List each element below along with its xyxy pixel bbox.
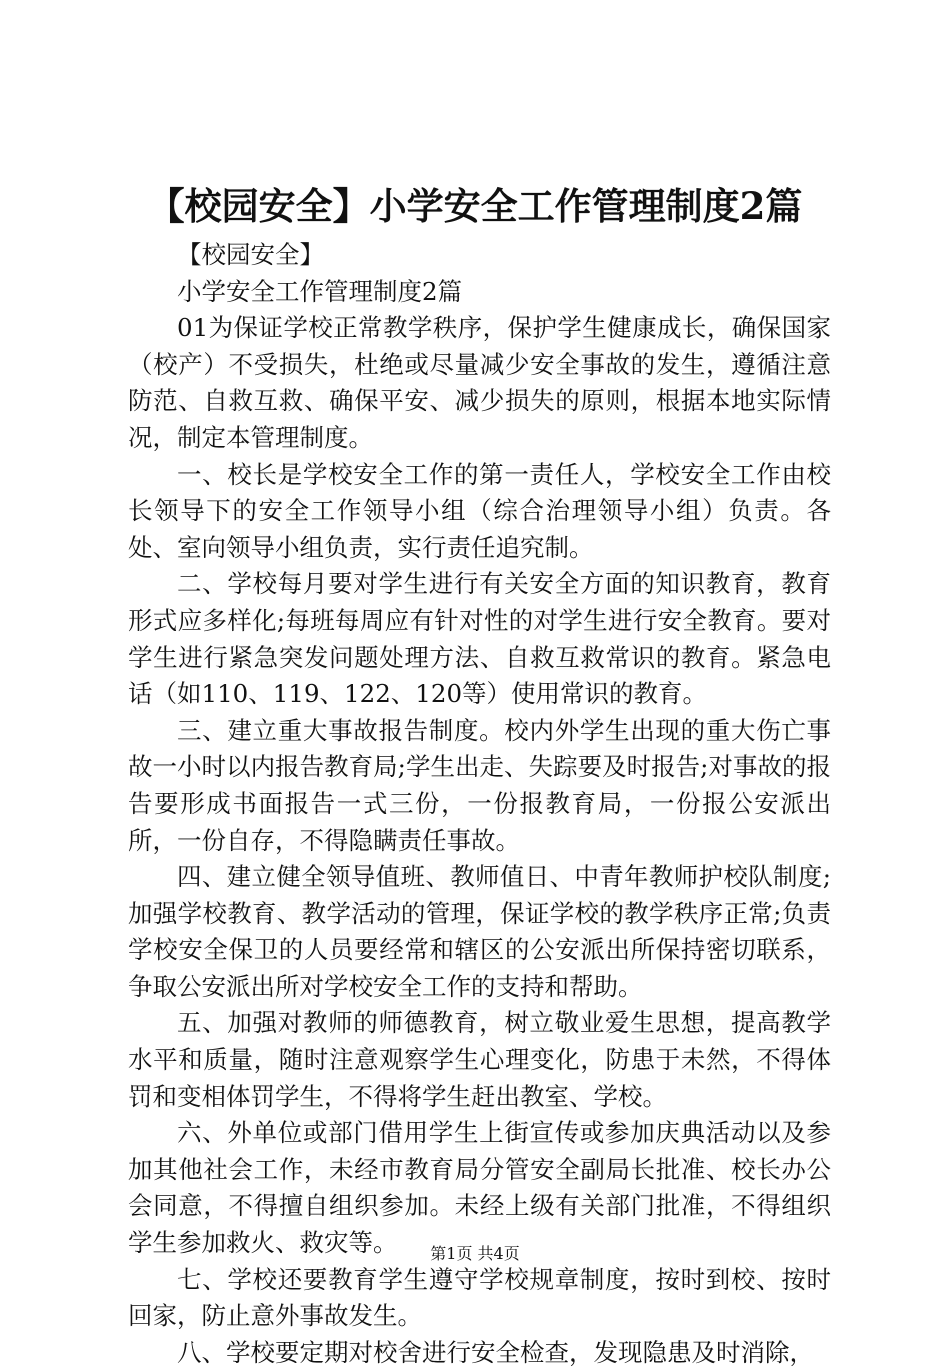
paragraph-item-3: 三、建立重大事故报告制度。校内外学生出现的重大伤亡事故一小时以内报告教育局;学生出走、失踪要及时报告;对事故的报告要形成书面报告一式三份，一份报教育局，一份报公安派出所，一份自存，不得隐瞒责任事故。 [128,715,831,855]
paragraph-item-1: 一、校长是学校安全工作的第一责任人，学校安全工作由校长领导下的安全工作领导小组（综合治理领导小组）负责。各处、室向领导小组负责，实行责任追究制。 [128,459,831,562]
paragraph-subtitle: 小学安全工作管理制度2篇 [177,276,463,306]
page-footer: 第1页 共4页 [430,1244,520,1263]
paragraph-item-6: 六、外单位或部门借用学生上街宣传或参加庆典活动以及参加其他社会工作，未经市教育局分管安全副局长批准、校长办公会同意，不得擅自组织参加。未经上级有关部门批准，不得组织学生参加救火、救灾等。 [128,1118,831,1258]
paragraph-item-7: 七、学校还要教育学生遵守学校规章制度，按时到校、按时回家，防止意外事故发生。 [128,1264,831,1331]
document-title: 【校园安全】小学安全工作管理制度2篇 [147,184,803,228]
paragraph-item-2: 二、学校每月要对学生进行有关安全方面的知识教育，教育形式应多样化;每班每周应有针对性的对学生进行安全教育。要对学生进行紧急突发问题处理方法、自救互救常识的教育。紧急电话（如110、119、122、120等）使用常识的教育。 [128,569,831,709]
paragraph-item-8: 八、学校要定期对校舍进行安全检查，发现隐患及时消除， [177,1337,814,1367]
paragraph-intro: 01为保证学校正常教学秩序，保护学生健康成长，确保国家（校产）不受损失，杜绝或尽量减少安全事故的发生，遵循注意防范、自救互救、确保平安、减少损失的原则，根据本地实际情况，制定本管理制度。 [128,313,831,452]
paragraph-item-5: 五、加强对教师的师德教育，树立敬业爱生思想，提高教学水平和质量，随时注意观察学生心理变化，防患于未然，不得体罚和变相体罚学生，不得将学生赶出教室、学校。 [128,1008,831,1111]
paragraph-item-4: 四、建立健全领导值班、教师值日、中青年教师护校队制度;加强学校教育、教学活动的管理，保证学校的教学秩序正常;负责学校安全保卫的人员要经常和辖区的公安派出所保持密切联系，争取公安派出所对学校安全工作的支持和帮助。 [128,862,831,1001]
paragraph-category: 【校园安全】 [177,240,324,269]
document-body [128,237,831,1371]
